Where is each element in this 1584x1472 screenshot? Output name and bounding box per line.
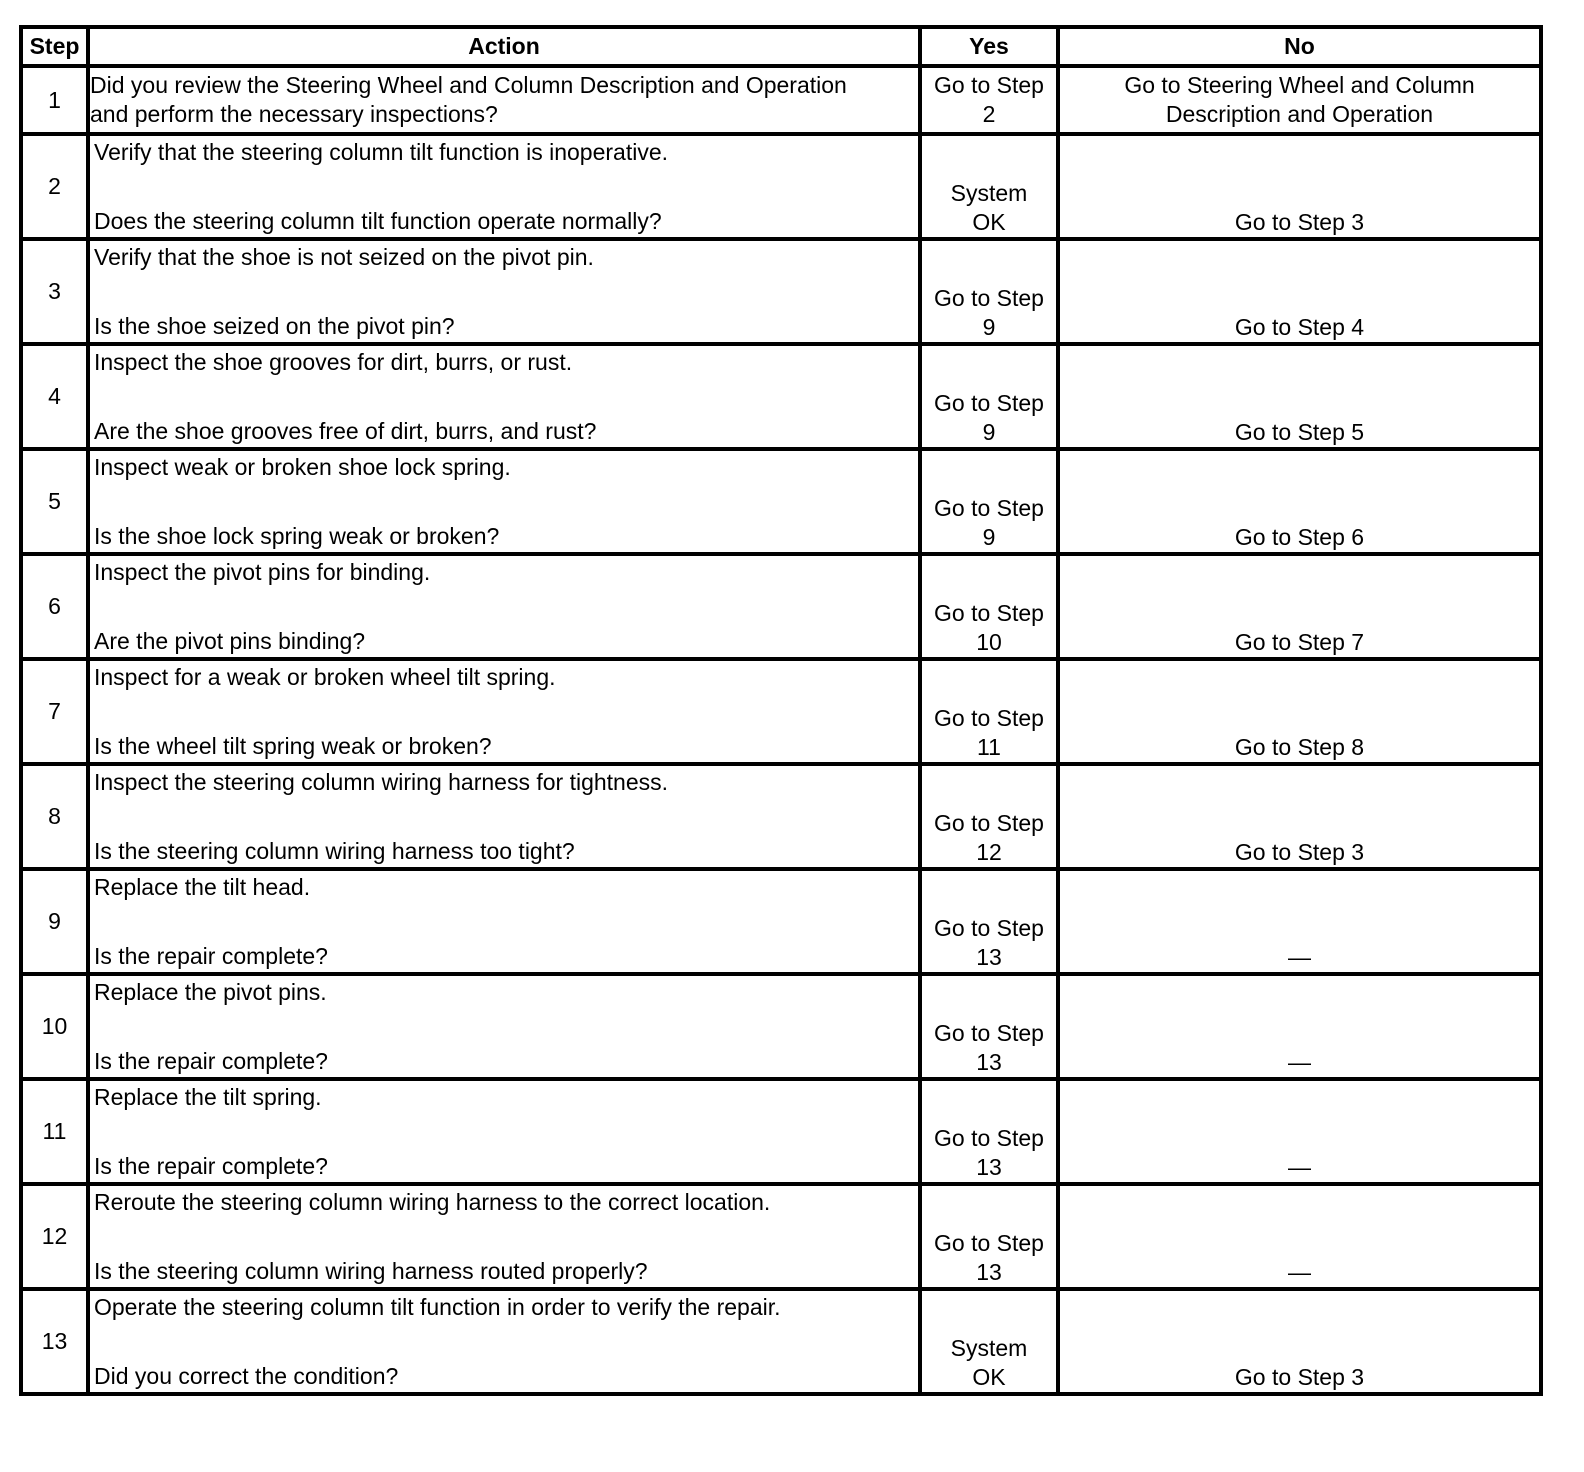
action-cell bbox=[88, 1289, 920, 1394]
yes-text: 9 bbox=[982, 314, 996, 340]
em-dash: — bbox=[1288, 1154, 1311, 1180]
no-cell bbox=[1058, 1079, 1541, 1184]
header-step: Step bbox=[21, 27, 88, 66]
yes-cell bbox=[920, 134, 1058, 239]
no-cell: Go to Step 5 bbox=[1058, 344, 1541, 449]
no-cell: Go to Step 8 bbox=[1058, 659, 1541, 764]
yes-cell bbox=[920, 66, 1058, 134]
action-instruction: Inspect the steering column wiring harness for tightness. bbox=[94, 769, 669, 795]
table-row bbox=[21, 66, 1541, 134]
yes-text: 13 bbox=[976, 1259, 1002, 1285]
yes-cell bbox=[920, 1079, 1058, 1184]
no-cell: Go to Step 4 bbox=[1058, 239, 1541, 344]
header-yes: Yes bbox=[920, 27, 1058, 66]
action-cell bbox=[88, 134, 920, 239]
action-cell bbox=[88, 764, 920, 869]
step-number: 7 bbox=[21, 659, 88, 764]
action-question: Is the repair complete? bbox=[94, 1153, 328, 1179]
no-cell: Go to Step 7 bbox=[1058, 554, 1541, 659]
header-action: Action bbox=[88, 27, 920, 66]
table-row bbox=[21, 239, 1541, 344]
yes-text: 11 bbox=[977, 734, 1001, 760]
no-cell bbox=[1058, 869, 1541, 974]
action-question: Is the shoe lock spring weak or broken? bbox=[94, 523, 500, 549]
yes-text: 13 bbox=[976, 1154, 1002, 1180]
step-number: 13 bbox=[21, 1289, 88, 1394]
table-row bbox=[21, 554, 1541, 659]
action-cell bbox=[88, 449, 920, 554]
action-instruction: Operate the steering column tilt function in order to verify the repair. bbox=[94, 1294, 781, 1320]
yes-text: Go to Step bbox=[934, 285, 1044, 311]
action-question: Is the steering column wiring harness too tight? bbox=[94, 838, 575, 864]
action-question: Is the repair complete? bbox=[94, 943, 328, 969]
action-question: Are the pivot pins binding? bbox=[94, 628, 366, 654]
no-cell: Go to Step 3 bbox=[1058, 134, 1541, 239]
step-number: 11 bbox=[21, 1079, 88, 1184]
header-row bbox=[21, 27, 1541, 66]
no-cell bbox=[1058, 1184, 1541, 1289]
action-instruction: Inspect the pivot pins for binding. bbox=[94, 559, 431, 585]
yes-text: OK bbox=[972, 209, 1006, 235]
action-cell bbox=[88, 1184, 920, 1289]
action-instruction: Replace the tilt spring. bbox=[94, 1084, 322, 1110]
action-instruction: Replace the tilt head. bbox=[94, 874, 311, 900]
yes-cell bbox=[920, 869, 1058, 974]
action-cell bbox=[88, 554, 920, 659]
action-cell bbox=[88, 974, 920, 1079]
table-row bbox=[21, 1079, 1541, 1184]
action-cell bbox=[88, 239, 920, 344]
yes-text: Go to Step bbox=[934, 1230, 1044, 1256]
action-question: Are the shoe grooves free of dirt, burrs, and rust? bbox=[94, 418, 597, 444]
action-cell bbox=[88, 66, 920, 134]
yes-text: System bbox=[950, 1335, 1028, 1361]
step-number: 5 bbox=[21, 449, 88, 554]
no-cell bbox=[1058, 974, 1541, 1079]
table-row bbox=[21, 764, 1541, 869]
step-number: 1 bbox=[21, 66, 88, 134]
yes-cell bbox=[920, 659, 1058, 764]
step-number: 8 bbox=[21, 764, 88, 869]
action-instruction: Verify that the shoe is not seized on the pivot pin. bbox=[94, 244, 594, 270]
action-instruction: Reroute the steering column wiring harness to the correct location. bbox=[94, 1189, 771, 1215]
yes-text: Go to Step bbox=[934, 600, 1044, 626]
step-number: 6 bbox=[21, 554, 88, 659]
yes-text: 10 bbox=[976, 629, 1002, 655]
action-question: Does the steering column tilt function operate normally? bbox=[94, 208, 662, 234]
yes-cell bbox=[920, 449, 1058, 554]
yes-text: Go to Step bbox=[934, 495, 1044, 521]
yes-cell bbox=[920, 974, 1058, 1079]
no-cell: Go to Step 3 bbox=[1058, 1289, 1541, 1394]
em-dash: — bbox=[1288, 944, 1311, 970]
table-row bbox=[21, 449, 1541, 554]
table-row bbox=[21, 659, 1541, 764]
yes-text: OK bbox=[972, 1364, 1006, 1390]
step-number: 12 bbox=[21, 1184, 88, 1289]
action-cell bbox=[88, 869, 920, 974]
action-cell bbox=[88, 344, 920, 449]
yes-cell bbox=[920, 764, 1058, 869]
yes-text: 13 bbox=[976, 944, 1002, 970]
yes-cell bbox=[920, 554, 1058, 659]
yes-text: 2 bbox=[982, 101, 996, 127]
step-number: 9 bbox=[21, 869, 88, 974]
yes-text: 9 bbox=[982, 524, 996, 550]
yes-text: Go to Step bbox=[934, 390, 1044, 416]
yes-text: Go to Step bbox=[934, 705, 1044, 731]
action-text: Did you review the Steering Wheel and Column Description and Operation bbox=[90, 72, 847, 98]
action-instruction: Verify that the steering column tilt function is inoperative. bbox=[94, 139, 669, 165]
no-text: Go to Steering Wheel and Column bbox=[1124, 72, 1475, 98]
step-number: 4 bbox=[21, 344, 88, 449]
yes-text: 12 bbox=[976, 839, 1002, 865]
no-text: Description and Operation bbox=[1165, 101, 1434, 127]
action-question: Is the repair complete? bbox=[94, 1048, 328, 1074]
action-instruction: Replace the pivot pins. bbox=[94, 979, 327, 1005]
action-question: Is the shoe seized on the pivot pin? bbox=[94, 313, 455, 339]
yes-text: Go to Step bbox=[934, 1125, 1044, 1151]
table-row bbox=[21, 1184, 1541, 1289]
yes-text: Go to Step bbox=[934, 915, 1044, 941]
yes-text: Go to Step bbox=[934, 1020, 1044, 1046]
diagnostic-table bbox=[19, 25, 1543, 1396]
no-cell bbox=[1058, 66, 1541, 134]
table-row bbox=[21, 974, 1541, 1079]
step-number: 2 bbox=[21, 134, 88, 239]
yes-cell bbox=[920, 1184, 1058, 1289]
yes-text: 9 bbox=[982, 419, 996, 445]
table-row bbox=[21, 869, 1541, 974]
table-row bbox=[21, 344, 1541, 449]
action-instruction: Inspect weak or broken shoe lock spring. bbox=[94, 454, 511, 480]
yes-cell bbox=[920, 239, 1058, 344]
action-question: Is the wheel tilt spring weak or broken? bbox=[94, 733, 492, 759]
yes-cell bbox=[920, 344, 1058, 449]
action-instruction: Inspect for a weak or broken wheel tilt spring. bbox=[94, 664, 556, 690]
action-question: Did you correct the condition? bbox=[94, 1363, 399, 1389]
action-cell bbox=[88, 1079, 920, 1184]
step-number: 3 bbox=[21, 239, 88, 344]
table-row bbox=[21, 134, 1541, 239]
yes-cell bbox=[920, 1289, 1058, 1394]
no-cell: Go to Step 3 bbox=[1058, 764, 1541, 869]
em-dash: — bbox=[1288, 1259, 1311, 1285]
step-number: 10 bbox=[21, 974, 88, 1079]
action-text: and perform the necessary inspections? bbox=[90, 101, 498, 127]
yes-text: Go to Step bbox=[934, 810, 1044, 836]
action-question: Is the steering column wiring harness routed properly? bbox=[94, 1258, 648, 1284]
yes-text: 13 bbox=[976, 1049, 1002, 1075]
action-instruction: Inspect the shoe grooves for dirt, burrs, or rust. bbox=[94, 349, 573, 375]
action-cell bbox=[88, 659, 920, 764]
no-cell: Go to Step 6 bbox=[1058, 449, 1541, 554]
yes-text: Go to Step bbox=[934, 72, 1044, 98]
yes-text: System bbox=[950, 180, 1028, 206]
em-dash: — bbox=[1288, 1049, 1311, 1075]
table-row bbox=[21, 1289, 1541, 1394]
header-no: No bbox=[1058, 27, 1541, 66]
